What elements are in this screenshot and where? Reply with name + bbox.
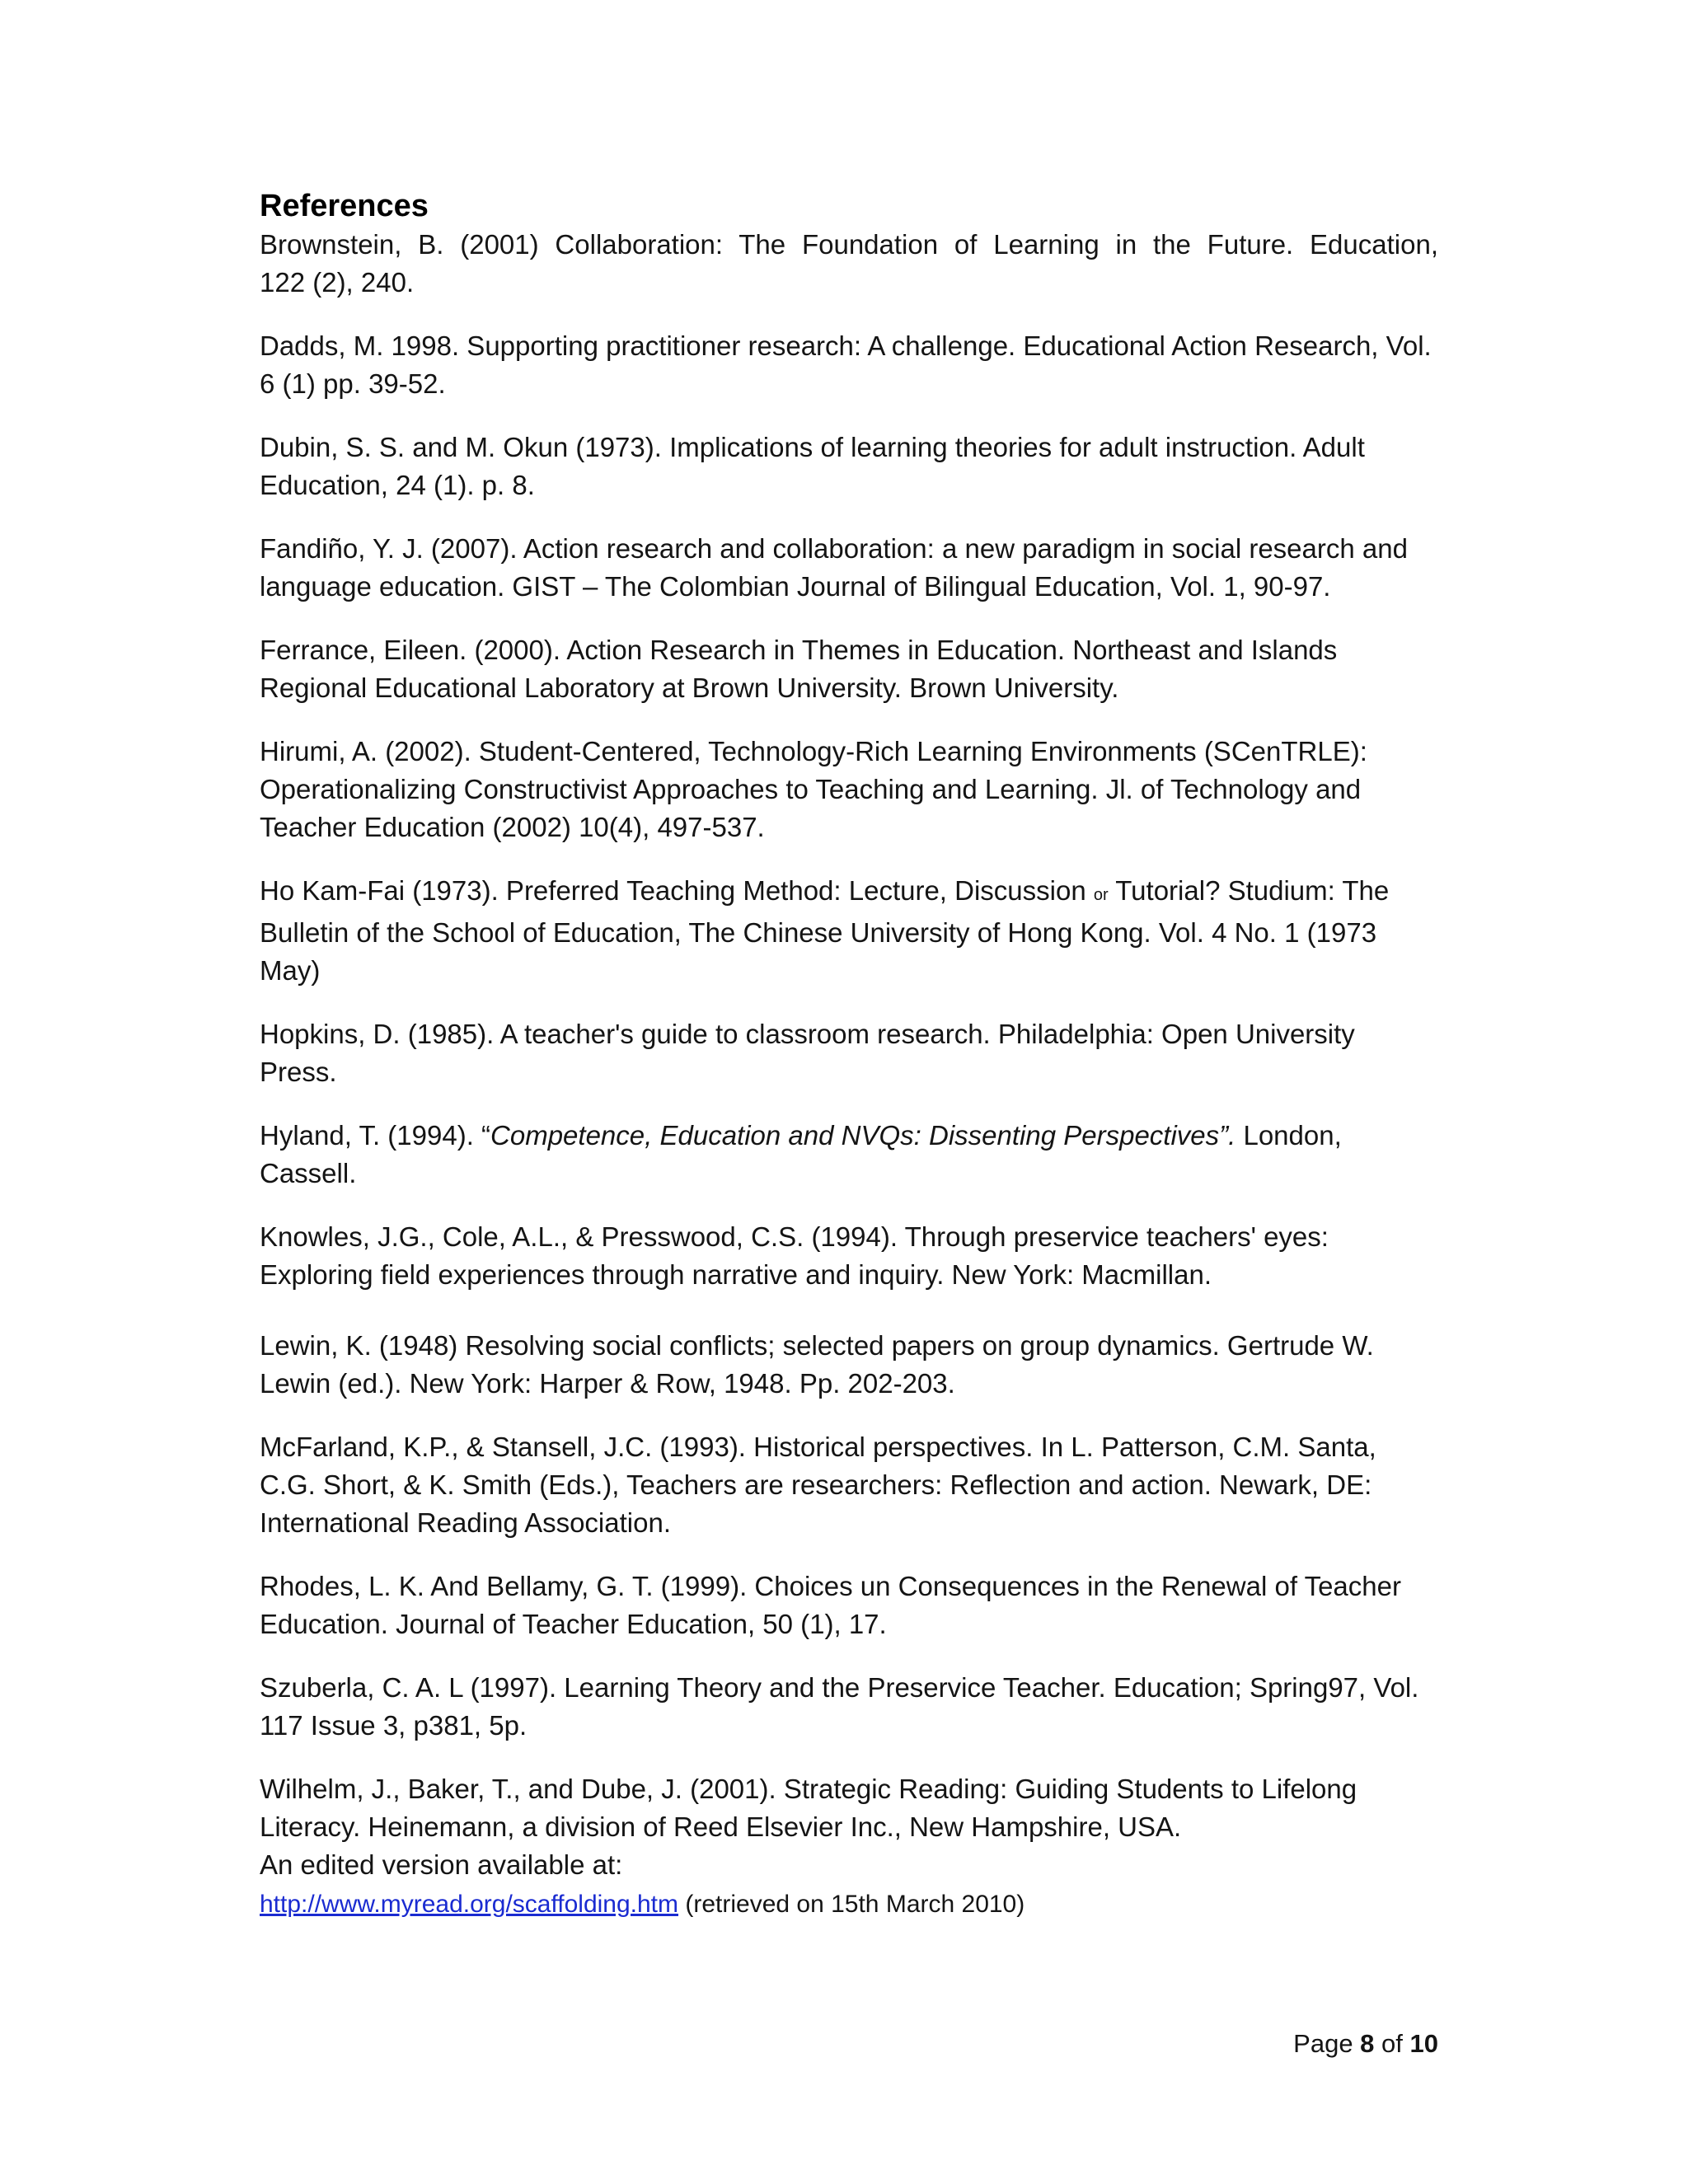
reference-ho-part2: Tutorial? Studium: The Bulletin of the School of Education, The Chinese University of Hong Kong. Vol. 4 No. 1 (1973 May) bbox=[260, 875, 1390, 986]
footer-total-pages: 10 bbox=[1409, 2029, 1438, 2058]
reference-hirumi: Hirumi, A. (2002). Student-Centered, Technology-Rich Learning Environments (SCenTRLE): Operationalizing Constructivist Approaches to Teaching and Learning. Jl. of Technology and Teacher Education (2002) 10(4), 497-537. bbox=[260, 736, 1367, 842]
references-list bbox=[260, 226, 1438, 1924]
footer-page-word: Page bbox=[1293, 2029, 1361, 2058]
reference-dadds: Dadds, M. 1998. Supporting practitioner research: A challenge. Educational Action Research, Vol. 6 (1) pp. 39-52. bbox=[260, 330, 1432, 399]
reference-wilhelm bbox=[260, 1770, 1438, 1924]
reference-wilhelm-note: An edited version available at: bbox=[260, 1849, 623, 1880]
reference-hyland-part1: Hyland, T. (1994). “ bbox=[260, 1120, 491, 1151]
reference-brownstein-line1: Brownstein, B. (2001) Collaboration: The Foundation of Learning in the Future. Education, bbox=[260, 229, 1438, 260]
reference-ho-kam-fai bbox=[260, 872, 1438, 990]
reference-hopkins: Hopkins, D. (1985). A teacher's guide to classroom research. Philadelphia: Open University Press. bbox=[260, 1019, 1355, 1087]
reference-rhodes: Rhodes, L. K. And Bellamy, G. T. (1999). Choices un Consequences in the Renewal of Teacher Education. Journal of Teacher Education, 50 (1), 17. bbox=[260, 1571, 1401, 1639]
reference-ho-part1: Ho Kam-Fai (1973). Preferred Teaching Method: Lecture, Discussion bbox=[260, 875, 1086, 906]
scaffolding-link[interactable]: http://www.myread.org/scaffolding.htm bbox=[260, 1891, 679, 1918]
reference-wilhelm-retrieved: (retrieved on 15th March 2010) bbox=[678, 1891, 1025, 1918]
reference-dubin: Dubin, S. S. and M. Okun (1973). Implications of learning theories for adult instruction. Adult Education, 24 (1). p. 8. bbox=[260, 432, 1365, 500]
reference-brownstein bbox=[260, 226, 1438, 302]
footer-of-word: of bbox=[1374, 2029, 1410, 2058]
footer-current-page: 8 bbox=[1360, 2029, 1375, 2058]
reference-hyland bbox=[260, 1117, 1438, 1193]
reference-mcfarland: McFarland, K.P., & Stansell, J.C. (1993). Historical perspectives. In L. Patterson, C.M. Santa, C.G. Short, & K. Smith (Eds.), Teachers are researchers: Reflection and action. Newark, DE: International Reading Association. bbox=[260, 1432, 1376, 1538]
reference-fandino: Fandiño, Y. J. (2007). Action research and collaboration: a new paradigm in social research and language education. GIST – The Colombian Journal of Bilingual Education, Vol. 1, 90-97. bbox=[260, 533, 1408, 602]
reference-hyland-part2: London, Cassell. bbox=[260, 1120, 1342, 1188]
reference-hyland-title: Competence, Education and NVQs: Dissenting Perspectives”. bbox=[490, 1120, 1236, 1151]
reference-brownstein-line2: 122 (2), 240. bbox=[260, 267, 415, 298]
page-footer bbox=[1293, 2027, 1438, 2060]
reference-ho-or: or bbox=[1093, 886, 1109, 904]
reference-szuberla: Szuberla, C. A. L (1997). Learning Theory and the Preservice Teacher. Education; Spring97, Vol. 117 Issue 3, p381, 5p. bbox=[260, 1672, 1419, 1741]
references-section bbox=[260, 186, 1438, 1949]
reference-knowles: Knowles, J.G., Cole, A.L., & Presswood, C.S. (1994). Through preservice teachers' eyes: Exploring field experiences through narrative and inquiry. New York: Macmillan. bbox=[260, 1221, 1329, 1290]
reference-lewin: Lewin, K. (1948) Resolving social conflicts; selected papers on group dynamics. Gertrude W. Lewin (ed.). New York: Harper & Row, 1948. Pp. 202-203. bbox=[260, 1330, 1374, 1399]
reference-ferrance: Ferrance, Eileen. (2000). Action Research in Themes in Education. Northeast and Islands Regional Educational Laboratory at Brown University. Brown University. bbox=[260, 635, 1338, 703]
reference-wilhelm-citation: Wilhelm, J., Baker, T., and Dube, J. (2001). Strategic Reading: Guiding Students to Lifelong Literacy. Heinemann, a division of Reed Elsevier Inc., New Hampshire, USA. bbox=[260, 1774, 1357, 1842]
references-heading: References bbox=[260, 189, 429, 223]
